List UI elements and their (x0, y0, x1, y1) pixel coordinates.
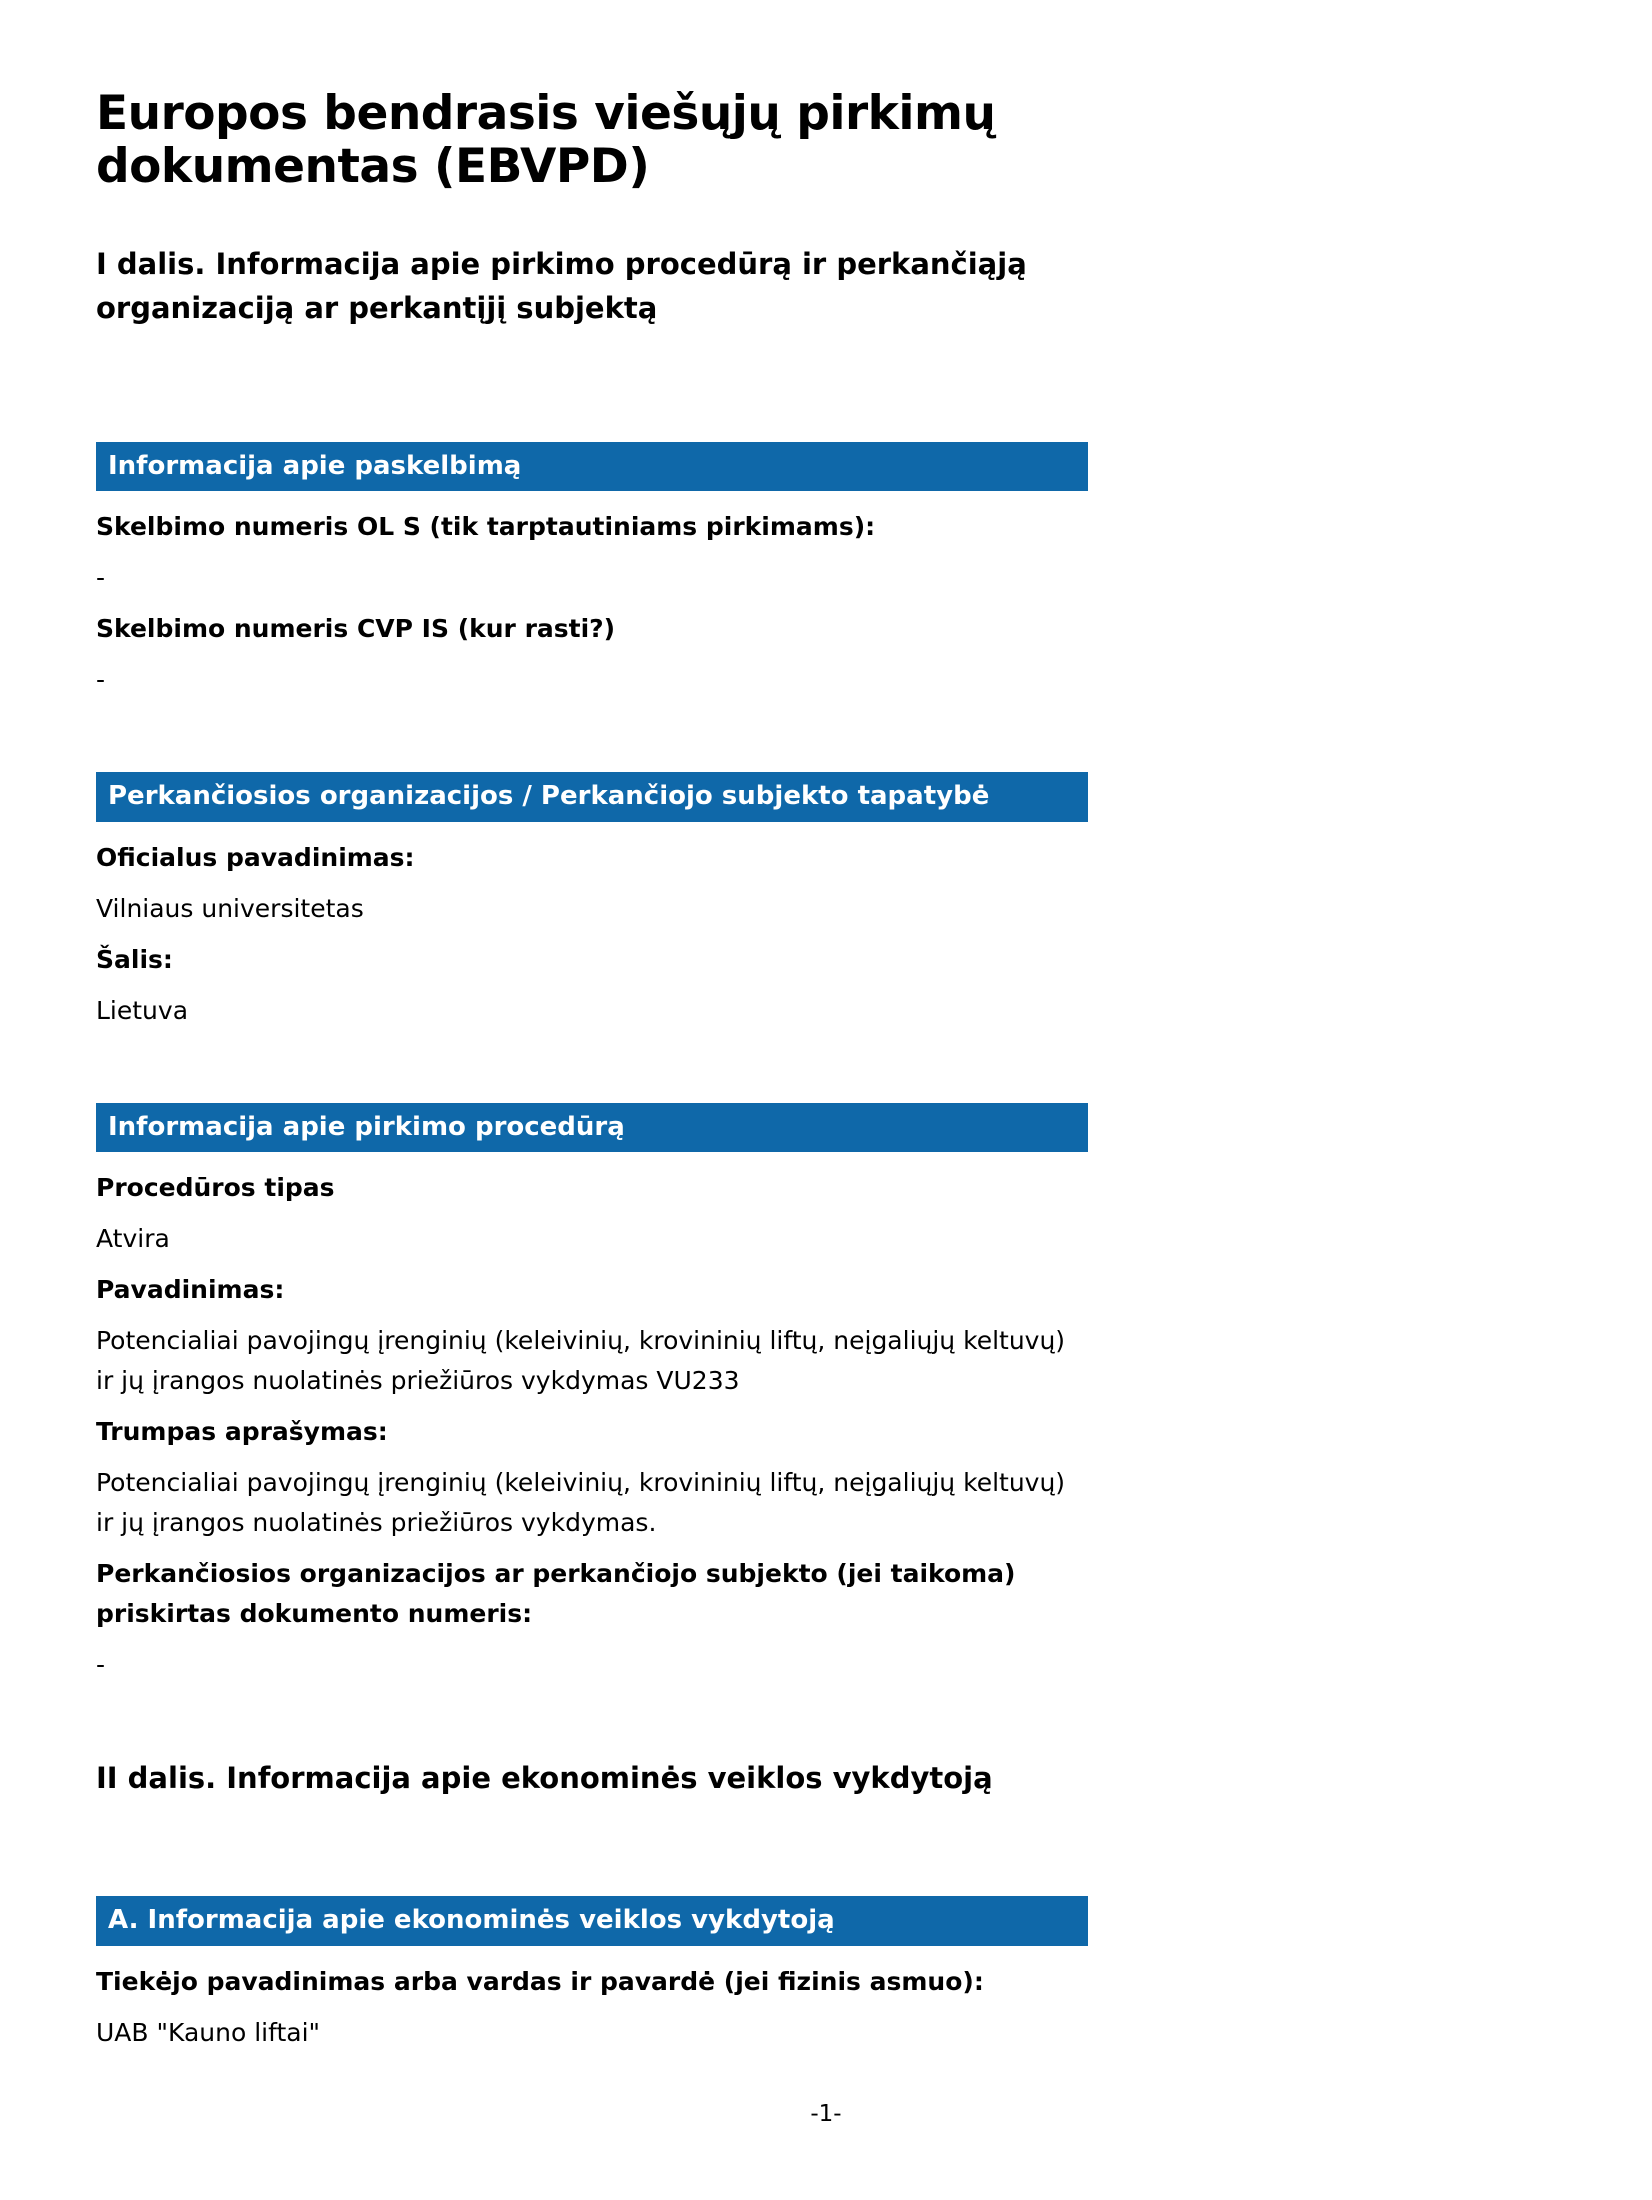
field-label-file-reference: Perkančiosios organizacijos ar perkančiojo subjekto (jei taikoma) priskirtas dokumento numeris: (96, 1558, 1016, 1628)
page-number: -1- (810, 2100, 842, 2127)
field-value-ojs-number: - (96, 563, 106, 593)
document-title: Europos bendrasis viešųjų pirkimų dokumentas (EBVPD) (96, 86, 996, 194)
field-label-procedure-type: Procedūros tipas (96, 1172, 335, 1202)
section-header-procedure-info: Informacija apie pirkimo procedūrą (96, 1103, 1088, 1152)
section-economic-operator-info (96, 1896, 1088, 2052)
part1-heading: I dalis. Informacija apie pirkimo procedūrą ir perkančiąją organizaciją ar perkantįjį subjektą (96, 247, 1027, 325)
field-label-official-name: Oficialus pavadinimas: (96, 842, 415, 872)
section-authority-identity (96, 772, 1088, 1030)
field-label-country: Šalis: (96, 944, 173, 974)
field-value-official-name: Vilniaus universitetas (96, 893, 364, 923)
field-label-title: Pavadinimas: (96, 1274, 285, 1304)
field-value-cvpis-number: - (96, 665, 106, 695)
section-header-economic-operator: A. Informacija apie ekonominės veiklos vykdytoją (96, 1896, 1088, 1945)
field-label-short-description: Trumpas aprašymas: (96, 1416, 388, 1446)
section-notice-info (96, 442, 1088, 700)
section-procedure-info (96, 1103, 1088, 1685)
field-label-cvpis-number: Skelbimo numeris CVP IS (kur rasti?) (96, 614, 616, 644)
field-label-supplier-name: Tiekėjo pavadinimas arba vardas ir pavardė (jei fizinis asmuo): (96, 1966, 984, 1996)
field-value-short-description: Potencialiai pavojingų įrenginių (keleivinių, krovininių liftų, neįgaliųjų keltuvų) ir jų įrangos nuolatinės priežiūros vykdymas. (96, 1467, 1066, 1537)
field-value-title: Potencialiai pavojingų įrenginių (keleivinių, krovininių liftų, neįgaliųjų keltuvų) ir jų įrangos nuolatinės priežiūros vykdymas VU233 (96, 1325, 1066, 1395)
section-header-notice-info: Informacija apie paskelbimą (96, 442, 1088, 491)
section-header-authority-identity: Perkančiosios organizacijos / Perkančiojo subjekto tapatybė (96, 772, 1088, 821)
part2-heading: II dalis. Informacija apie ekonominės veiklos vykdytoją (96, 1760, 993, 1795)
field-value-procedure-type: Atvira (96, 1223, 170, 1253)
field-label-ojs-number: Skelbimo numeris OL S (tik tarptautiniams pirkimams): (96, 512, 876, 542)
field-value-file-reference: - (96, 1649, 106, 1679)
field-value-supplier-name: UAB "Kauno liftai" (96, 2017, 321, 2047)
field-value-country: Lietuva (96, 995, 189, 1025)
